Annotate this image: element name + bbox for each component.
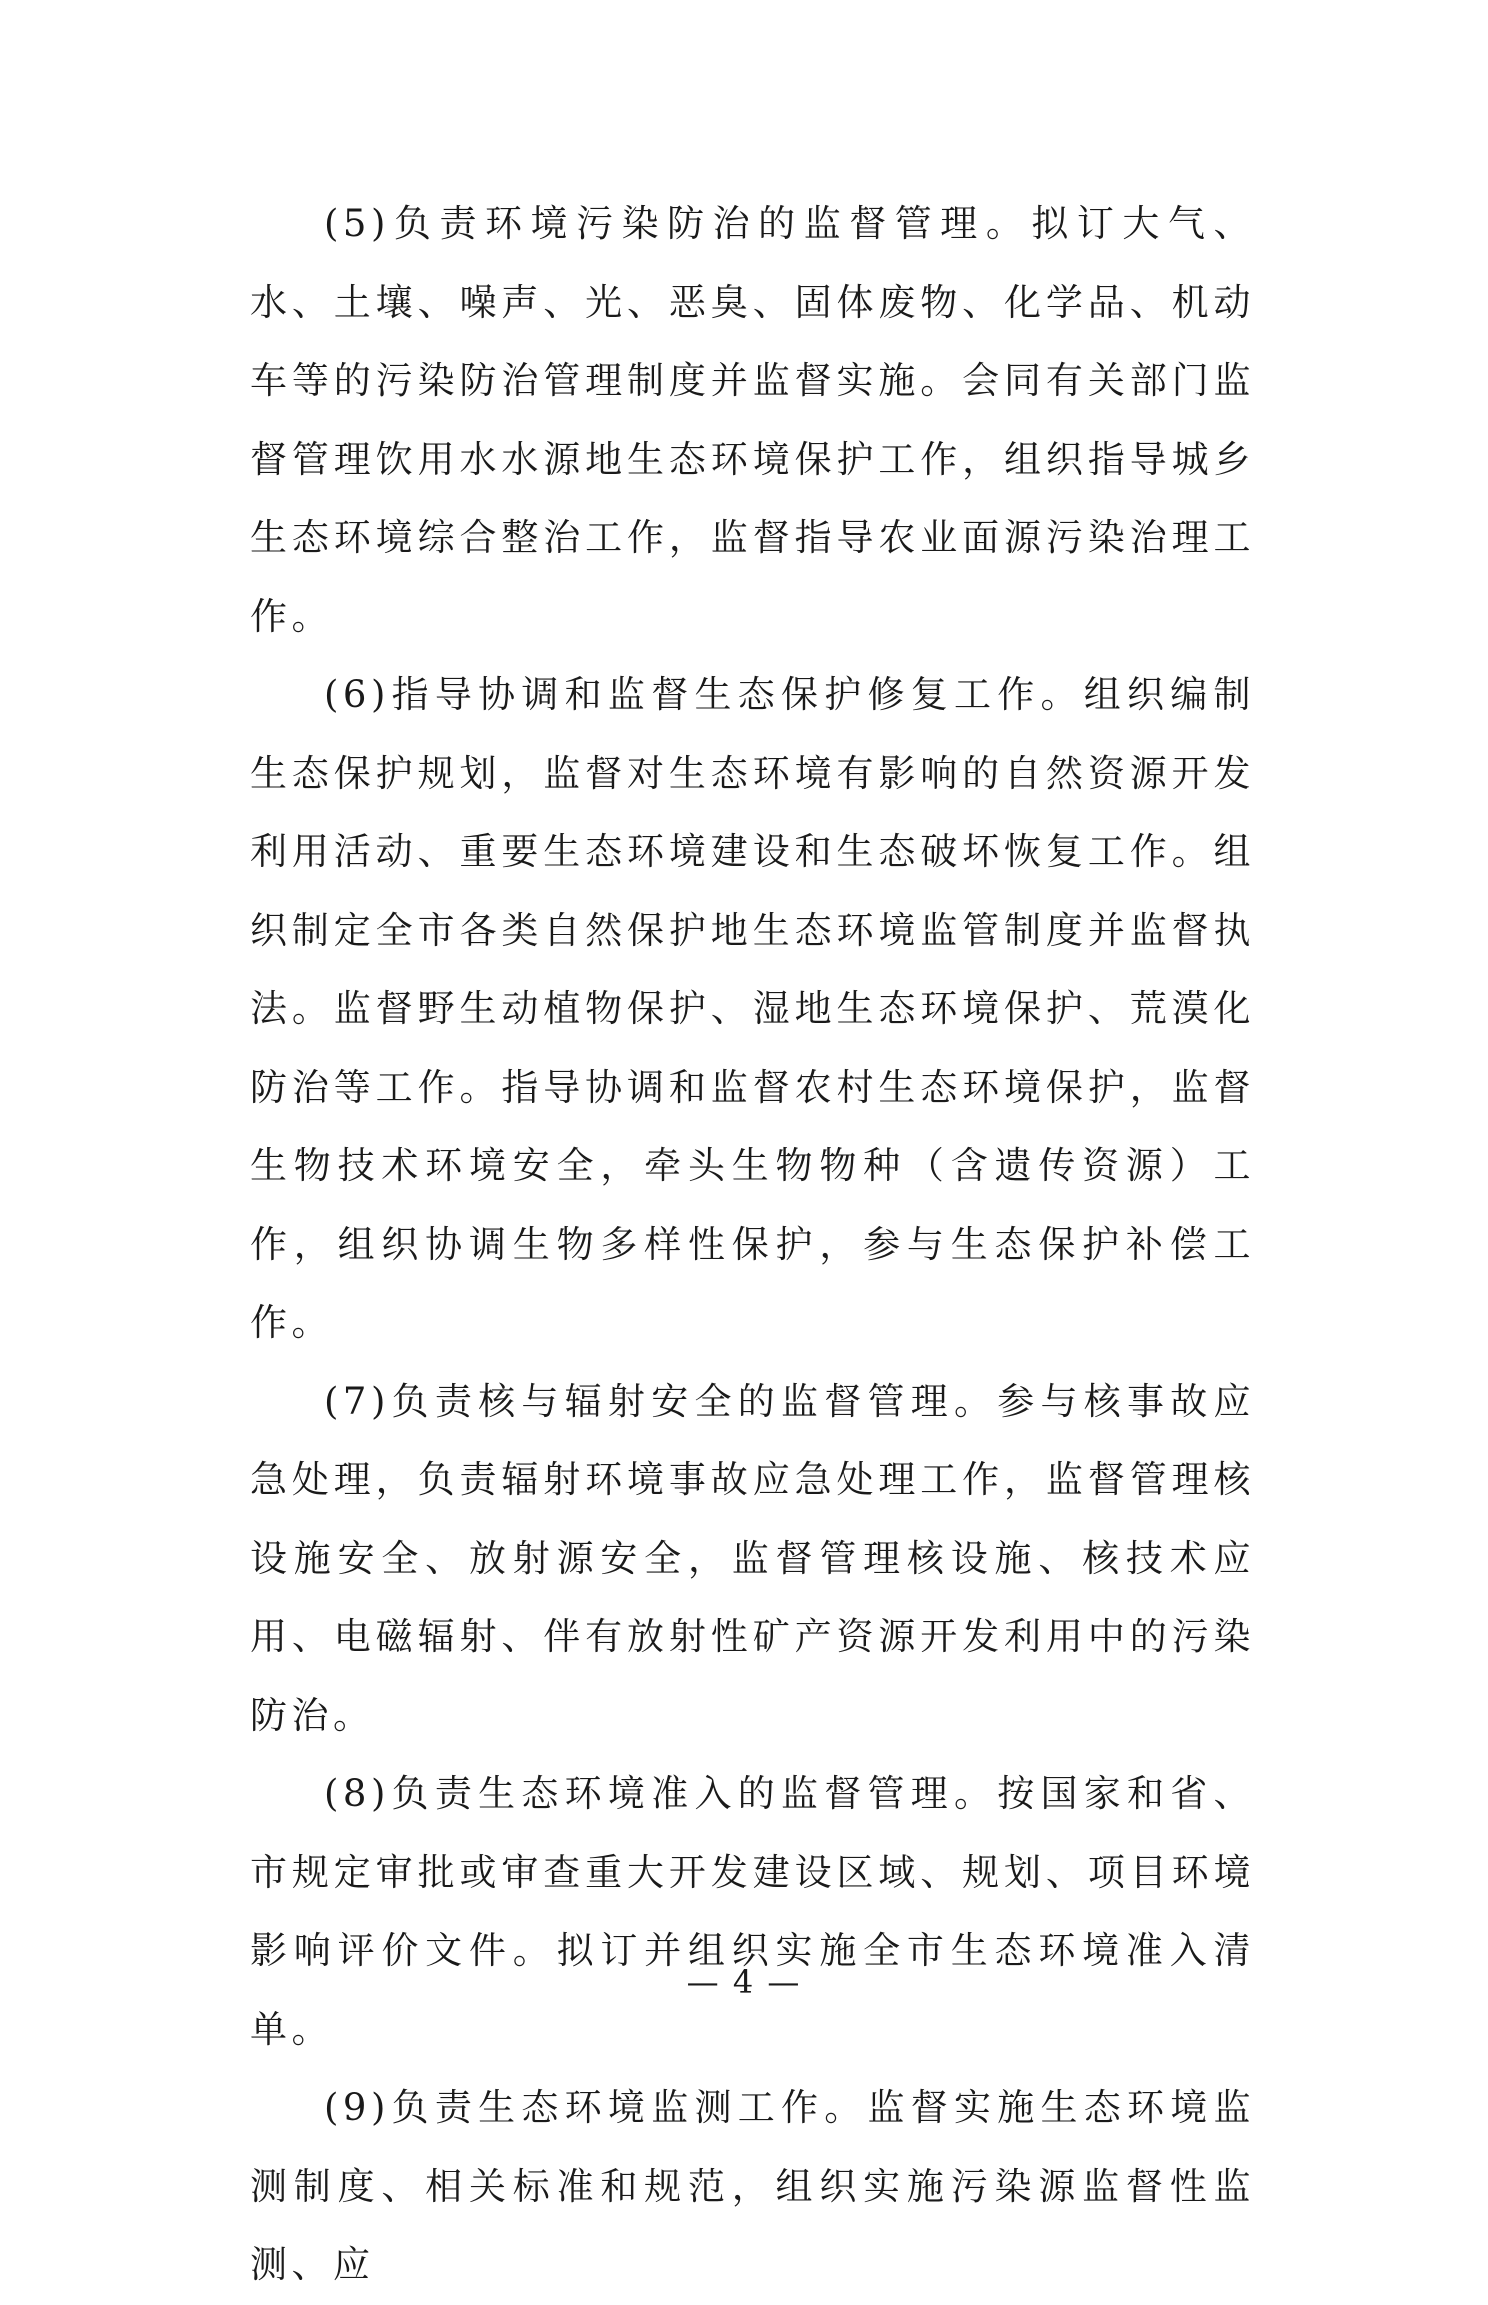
paragraph-item-9: (9)负责生态环境监测工作。监督实施生态环境监测制度、相关标准和规范，组织实施污染源监督性监测、应 <box>250 2086 1255 2286</box>
paragraph-item-7: (7)负责核与辐射安全的监督管理。参与核事故应急处理，负责辐射环境事故应急处理工作，监督管理核设施安全、放射源安全，监督管理核设施、核技术应用、电磁辐射、伴有放射性矿产资源开发利用中的污染防治。 <box>250 1379 1255 1737</box>
page-number: — 4 — <box>686 1963 802 2001</box>
paragraph-item-6: (6)指导协调和监督生态保护修复工作。组织编制生态保护规划，监督对生态环境有影响的自然资源开发利用活动、重要生态环境建设和生态破坏恢复工作。组织制定全市各类自然保护地生态环境监管制度并监督执法。监督野生动植物保护、湿地生态环境保护、荒漠化防治等工作。指导协调和监督农村生态环境保护，监督生物技术环境安全，牵头生物物种（含遗传资源）工作，组织协调生物多样性保护，参与生态保护补偿工作。 <box>250 673 1255 1344</box>
paragraph-item-5: (5)负责环境污染防治的监督管理。拟订大气、水、土壤、噪声、光、恶臭、固体废物、化学品、机动车等的污染防治管理制度并监督实施。会同有关部门监督管理饮用水水源地生态环境保护工作，组织指导城乡生态环境综合整治工作，监督指导农业面源污染治理工作。 <box>250 202 1255 638</box>
paragraph-item-8: (8)负责生态环境准入的监督管理。按国家和省、市规定审批或审查重大开发建设区域、规划、项目环境影响评价文件。拟订并组织实施全市生态环境准入清单。 <box>250 1772 1255 2051</box>
